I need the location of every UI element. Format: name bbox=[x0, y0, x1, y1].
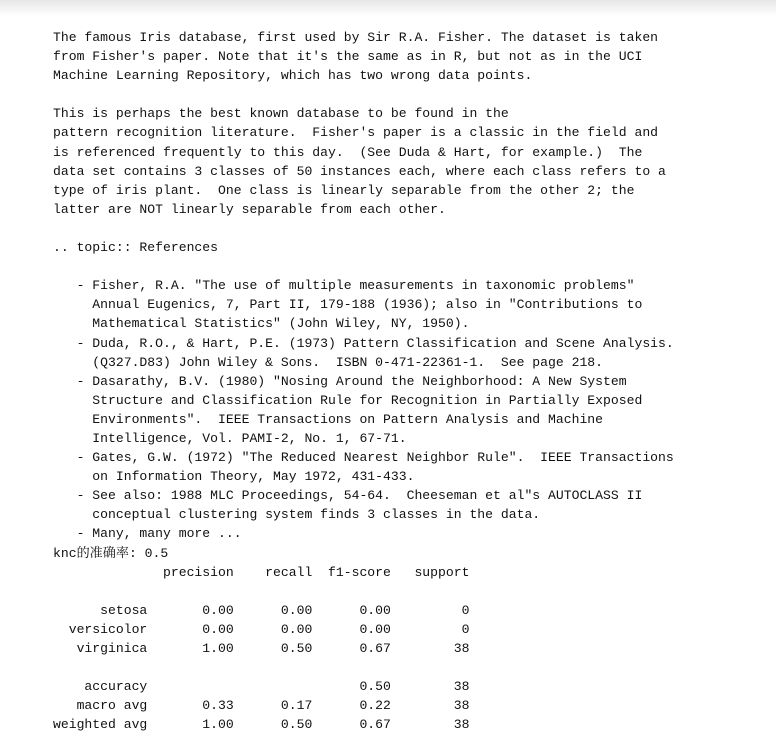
text-line: This is perhaps the best known database to be found in the bbox=[53, 106, 509, 122]
accuracy-line: knc的准确率: 0.5 bbox=[53, 545, 169, 561]
report-row: setosa 0.00 0.00 0.00 0 bbox=[53, 602, 470, 618]
report-row: versicolor 0.00 0.00 0.00 0 bbox=[53, 621, 470, 637]
text-line: (Q327.D83) John Wiley & Sons. ISBN 0-471-22361-1. See page 218. bbox=[53, 354, 604, 370]
text-line: - Dasarathy, B.V. (1980) "Nosing Around the Neighborhood: A New System bbox=[53, 373, 627, 389]
text-line: Environments". IEEE Transactions on Pattern Analysis and Machine bbox=[53, 411, 604, 427]
text-line: latter are NOT linearly separable from each other. bbox=[53, 201, 446, 217]
text-line: Structure and Classification Rule for Recognition in Partially Exposed bbox=[53, 392, 643, 408]
report-row: weighted avg 1.00 0.50 0.67 38 bbox=[53, 717, 470, 733]
text-line: is referenced frequently to this day. (See Duda & Hart, for example.) The bbox=[53, 144, 643, 160]
report-row bbox=[53, 658, 674, 677]
cell-output bbox=[53, 28, 674, 734]
text-line: Annual Eugenics, 7, Part II, 179-188 (1936); also in "Contributions to bbox=[53, 297, 643, 313]
report-row: precision recall f1-score support bbox=[53, 564, 470, 580]
report-row: virginica 1.00 0.50 0.67 38 bbox=[53, 641, 470, 656]
text-line: - Many, many more ... bbox=[53, 526, 242, 542]
text-line: conceptual clustering system finds 3 classes in the data. bbox=[53, 507, 541, 523]
text-line: type of iris plant. One class is linearly separable from the other 2; the bbox=[53, 182, 635, 198]
text-line: The famous Iris database, first used by Sir R.A. Fisher. The dataset is taken bbox=[53, 30, 659, 45]
text-line: Machine Learning Repository, which has two wrong data points. bbox=[53, 68, 533, 84]
text-line: - See also: 1988 MLC Proceedings, 54-64. Cheeseman et al"s AUTOCLASS II bbox=[53, 488, 643, 504]
dataset-description bbox=[53, 28, 674, 544]
text-line: - Fisher, R.A. "The use of multiple measurements in taxonomic problems" bbox=[53, 278, 635, 294]
text-line bbox=[53, 257, 674, 276]
text-line: - Gates, G.W. (1972) "The Reduced Nearest Neighbor Rule". IEEE Transactions bbox=[53, 450, 674, 466]
text-line: pattern recognition literature. Fisher's paper is a classic in the field and bbox=[53, 125, 659, 141]
report-row: macro avg 0.33 0.17 0.22 38 bbox=[53, 698, 470, 714]
text-line: Intelligence, Vol. PAMI-2, No. 1, 67-71. bbox=[53, 430, 407, 446]
text-line: - Duda, R.O., & Hart, P.E. (1973) Pattern Classification and Scene Analysis. bbox=[53, 335, 674, 351]
text-line: data set contains 3 classes of 50 instances each, where each class refers to a bbox=[53, 163, 666, 179]
text-line: .. topic:: References bbox=[53, 240, 219, 256]
report-row bbox=[53, 582, 674, 601]
text-line: from Fisher's paper. Note that it's the same as in R, but not as in the UCI bbox=[53, 49, 643, 65]
scroll-shadow bbox=[0, 0, 776, 16]
text-line bbox=[53, 85, 674, 104]
report-row: accuracy 0.50 38 bbox=[53, 679, 470, 695]
classification-report bbox=[53, 563, 674, 735]
text-line bbox=[53, 219, 674, 238]
text-line: on Information Theory, May 1972, 431-433. bbox=[53, 469, 415, 485]
text-line: Mathematical Statistics" (John Wiley, NY, 1950). bbox=[53, 316, 470, 332]
